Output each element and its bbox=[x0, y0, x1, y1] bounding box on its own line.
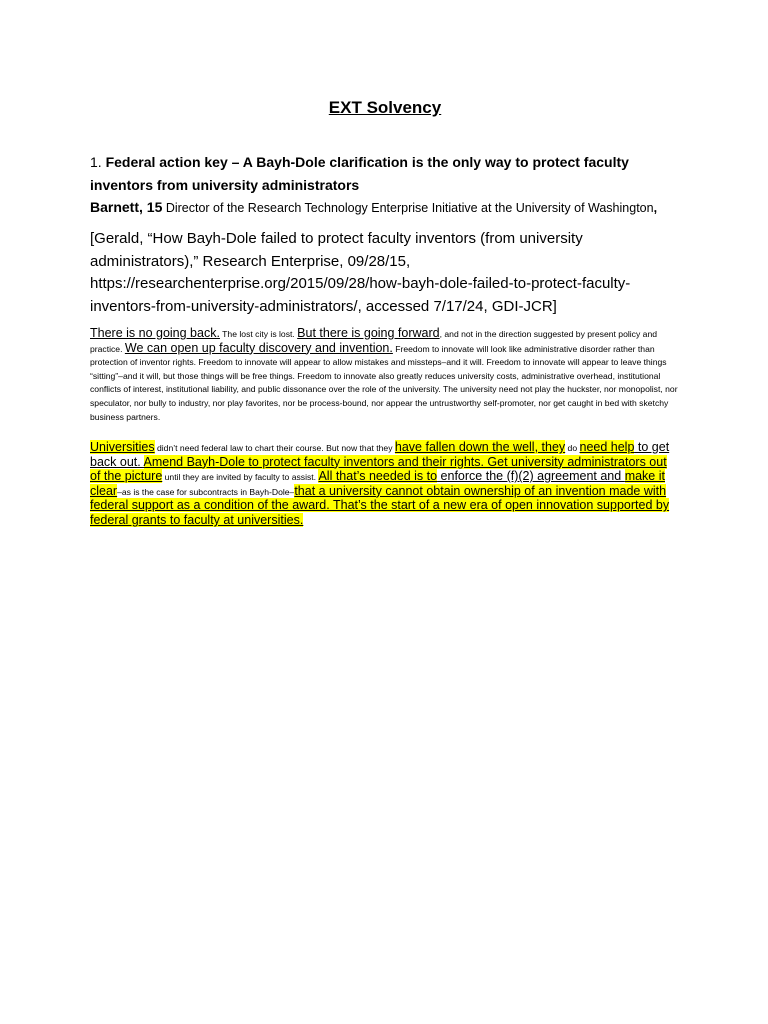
small-text: The lost city is lost. bbox=[219, 329, 298, 339]
cite-comma: , bbox=[653, 201, 658, 215]
card-tag bbox=[90, 151, 680, 197]
highlighted-text: Amend Bayh-Dole to protect faculty inventors and their rights. Get university administrators out of the picture bbox=[90, 454, 667, 484]
tag-number: 1. bbox=[90, 154, 106, 170]
highlighted-text: have fallen down the well, they bbox=[394, 440, 566, 454]
highlighted-text: Universities bbox=[90, 440, 155, 454]
highlighted-text: need help bbox=[579, 440, 635, 454]
cite-full: [Gerald, “How Bayh-Dole failed to protect faculty inventors (from university administrators),” Research Enterprise, 09/28/15, https://researchenterprise.org/2015/09/28/how-bayh-dole-failed-to-protect-faculty-inventors-from-university-administrators/, accessed 7/17/24, GDI-JCR] bbox=[90, 230, 631, 315]
tag-text: Federal action key – A Bayh-Dole clarification is the only way to protect faculty inventors from university administrators bbox=[90, 154, 629, 193]
highlighted-text: that a university cannot obtain ownership of an invention made with federal support as a condition of the award. That’s the start of a new era of open innovation supported by federal grants to faculty at universities. bbox=[90, 483, 670, 527]
underlined-text: We can open up faculty discovery and invention. bbox=[124, 340, 393, 355]
underlined-text: to get back out. bbox=[90, 440, 670, 469]
highlighted-text: make it clear bbox=[90, 469, 665, 498]
cite-author-line bbox=[90, 197, 690, 218]
card-paragraph-2 bbox=[90, 441, 680, 529]
cite-author: Barnett, 15 bbox=[90, 199, 163, 215]
highlighted-text: All that’s needed is to bbox=[318, 469, 438, 484]
page-title: EXT Solvency bbox=[328, 98, 442, 117]
underlined-text: There is no going back. bbox=[90, 326, 220, 340]
underlined-text: enforce the (f)(2) agreement and bbox=[437, 469, 625, 484]
cite-credentials: Director of the Research Technology Enterprise Initiative at the University of Washington bbox=[162, 201, 654, 215]
small-text: didn’t need federal law to chart their course. But now that they bbox=[154, 443, 395, 453]
small-text: , and not in the direction suggested by present policy and practice. bbox=[90, 329, 657, 354]
small-text: do bbox=[565, 443, 580, 453]
underlined-text: But there is going forward bbox=[297, 326, 440, 340]
card-paragraph-1 bbox=[90, 327, 680, 424]
small-text: Freedom to innovate will look like administrative disorder rather than protection of inventor rights. Freedom to innovate will appear to allow mistakes and missteps–and it will. Freedom to innovate will appear to leave things “sitting”–and it will, but those things will be free things. Freedom to innovate also greatly reduces university costs, administrative overhead, institutional conflicts of interest, institutional liability, and public dissonance over the role of the university. The university need not play the huckster, nor monopolist, nor speculator, nor bully to industry, nor play favorites, nor be process-bound, nor appear the untrustworthy self-promoter, nor get caught in bed with sketchy business partners. bbox=[90, 343, 678, 422]
small-text: –as is the case for subcontracts in Bayh-Dole– bbox=[117, 486, 295, 497]
small-text: until they are invited by faculty to assist. bbox=[162, 472, 319, 483]
